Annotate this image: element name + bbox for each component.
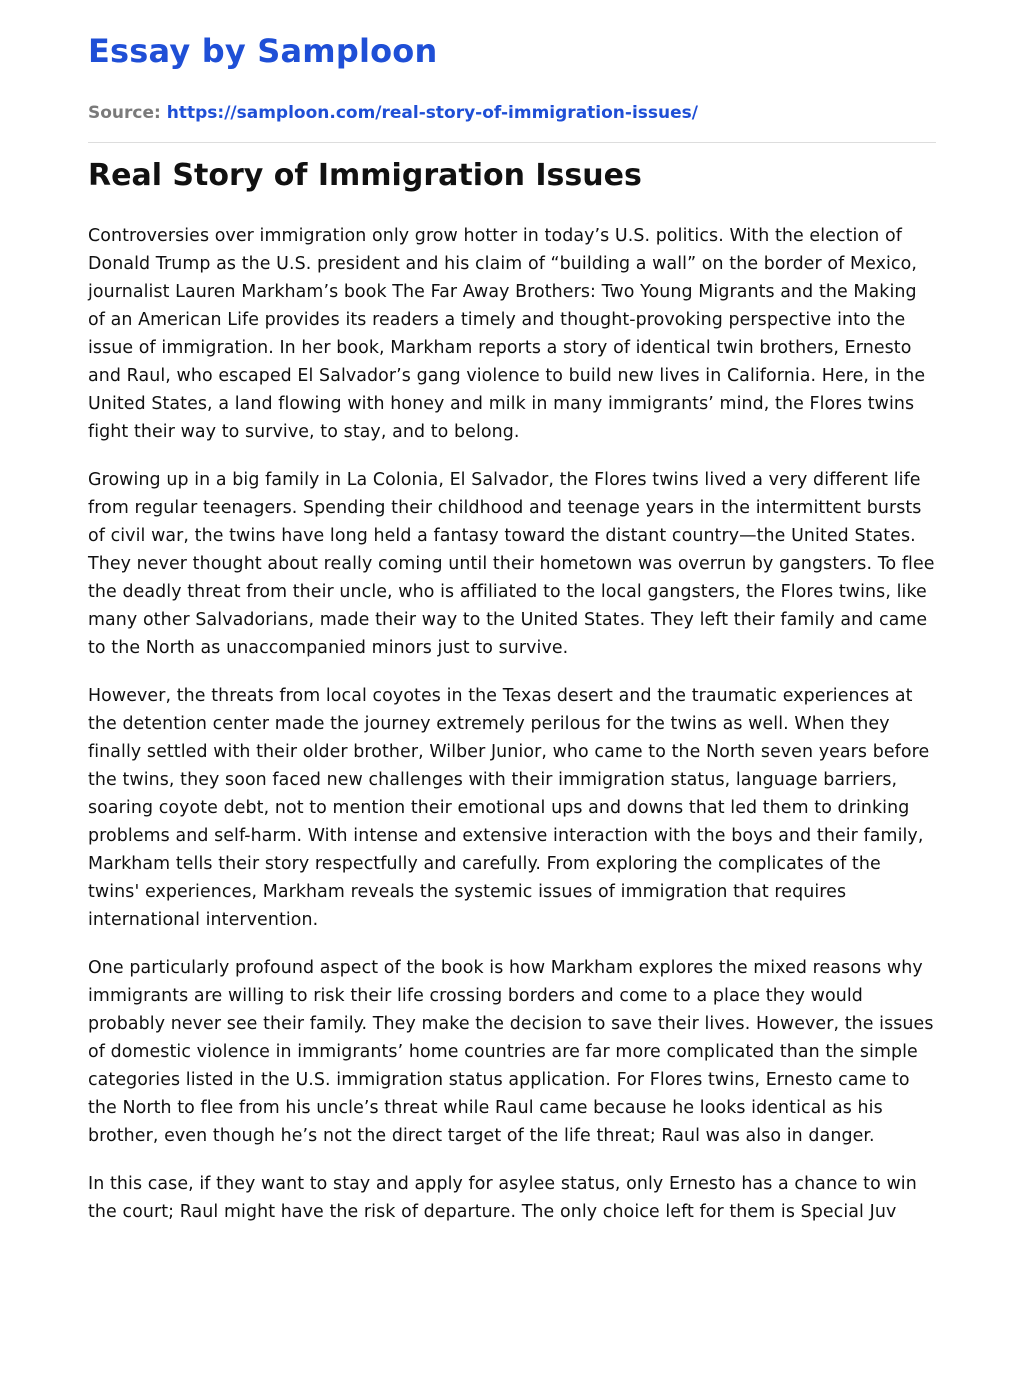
essay-paragraph-3: However, the threats from local coyotes in the Texas desert and the traumatic experiences at the detention center made the journey extremely perilous for the twins as well. When they finally settled with their older brother, Wilber Junior, who came to the North seven years before the twins, they soon faced new challenges with their immigration status, language barriers, soaring coyote debt, not to mention their emotional ups and downs that led them to drinking problems and self-harm. With intense and extensive interaction with the boys and their family, Markham tells their story respectfully and carefully. From exploring the complicates of the twins' experiences, Markham reveals the systemic issues of immigration that requires international intervention. bbox=[88, 686, 930, 930]
site-brand-title: Essay by Samploon bbox=[88, 32, 438, 70]
essay-paragraph-5: In this case, if they want to stay and apply for asylee status, only Ernesto has a chance to win the court; Raul might have the risk of departure. The only choice left for them is Special Juv bbox=[88, 1174, 917, 1222]
essay-paragraph-1: Controversies over immigration only grow hotter in today’s U.S. politics. With the election of Donald Trump as the U.S. president and his claim of “building a wall” on the border of Mexico, journalist Lauren Markham’s book The Far Away Brothers: Two Young Migrants and the Making of an American Life provides its readers a timely and thought-provoking perspective into the issue of immigration. In her book, Markham reports a story of identical twin brothers, Ernesto and Raul, who escaped El Salvador’s gang violence to build new lives in California. Here, in the United States, a land flowing with honey and milk in many immigrants’ mind, the Flores twins fight their way to survive, to stay, and to belong. bbox=[88, 226, 926, 442]
source-link[interactable]: https://samploon.com/real-story-of-immigration-issues/ bbox=[166, 103, 698, 123]
essay-paragraph-2: Growing up in a big family in La Colonia, El Salvador, the Flores twins lived a very different life from regular teenagers. Spending their childhood and teenage years in the intermittent bursts of civil war, the twins have long held a fantasy toward the distant country—the United States. They never thought about really coming until their hometown was overrun by gangsters. To flee the deadly threat from their uncle, who is affiliated to the local gangsters, the Flores twins, like many other Salvadorians, made their way to the United States. They left their family and came to the North as unaccompanied minors just to survive. bbox=[88, 470, 935, 658]
essay-paragraph-4: One particularly profound aspect of the book is how Markham explores the mixed reasons why immigrants are willing to risk their life crossing borders and come to a place they would probably never see their family. They make the decision to save their lives. However, the issues of domestic violence in immigrants’ home countries are far more complicated than the simple categories listed in the U.S. immigration status application. For Flores twins, Ernesto came to the North to flee from his uncle’s threat while Raul came because he looks identical as his brother, even though he’s not the direct target of the life threat; Raul was also in danger. bbox=[88, 958, 934, 1146]
header-divider bbox=[88, 142, 936, 143]
source-line bbox=[88, 101, 698, 125]
essay-body bbox=[88, 222, 936, 1246]
essay-title: Real Story of Immigration Issues bbox=[88, 158, 642, 193]
source-label: Source: bbox=[88, 103, 161, 123]
